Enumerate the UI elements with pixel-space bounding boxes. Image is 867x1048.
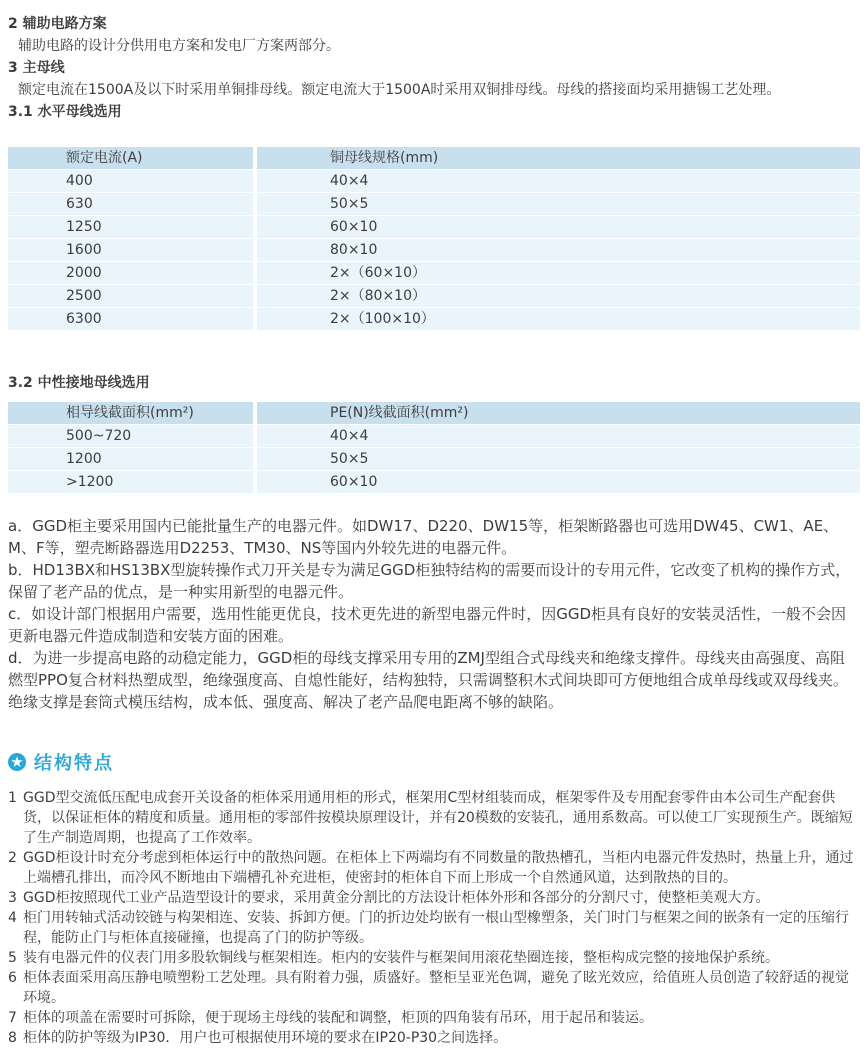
- feature-number: 1: [8, 790, 17, 806]
- feature-number: 3: [8, 890, 17, 906]
- table-row: [8, 193, 860, 215]
- feature-item: [8, 948, 859, 968]
- note-paragraph-c: c．如设计部门根据用户需要，选用性能更优良，技术更先进的新型电器元件时，因GGD柜具有良好的安装灵活性，一般不会因更新电器元件造成制造和安装方面的困难。: [8, 605, 847, 645]
- section-heading-horizontal-busbar: 3.1 水平母线选用: [8, 104, 122, 120]
- section-body-main-busbar: 额定电流在1500A及以下时采用单铜排母线。额定电流大于1500A时采用双铜排母线。母线的搭接面均采用搪锡工艺处理。: [18, 82, 781, 98]
- table-cell: 40×4: [257, 170, 860, 192]
- table-row: [8, 285, 860, 307]
- column-header-pen-conductor-area: PE(N)线截面积(mm²): [257, 402, 860, 424]
- section-heading-main-busbar: 3 主母线: [8, 60, 65, 76]
- section-heading-aux-circuit: 2 辅助电路方案: [8, 16, 107, 32]
- component-notes-block: [8, 515, 859, 713]
- note-paragraph-a: a．GGD柜主要采用国内已能批量生产的电器元件。如DW17、D220、DW15等，柜架断路器也可选用DW45、CW1、AE、M、F等，塑壳断路器选用D2253、TM30、NS等国内外较先进的电器元件。: [8, 517, 839, 557]
- table-row: [8, 471, 860, 493]
- table-cell: 630: [8, 193, 253, 215]
- feature-text: GGD柜按照现代工业产品造型设计的要求，采用黄金分割比的方法设计柜体外形和各部分的分割尺寸，使整柜美观大方。: [23, 890, 770, 906]
- table-cell: 2500: [8, 285, 253, 307]
- table-cell: 500~720: [8, 425, 253, 447]
- section-heading-neutral-busbar: 3.2 中性接地母线选用: [8, 375, 150, 391]
- feature-number: 2: [8, 850, 17, 866]
- feature-number: 5: [8, 950, 17, 966]
- table-header-row: [8, 147, 860, 169]
- table-row: [8, 216, 860, 238]
- note-paragraph-b: b．HD13BX和HS13BX型旋转操作式刀开关是专为满足GGD柜独特结构的需要而设计的专用元件，它改变了机构的操作方式，保留了老产品的优点，是一种实用新型的电器元件。: [8, 561, 851, 601]
- feature-number: 8: [8, 1030, 17, 1046]
- column-header-copper-busbar-spec: 铜母线规格(mm): [257, 147, 860, 169]
- table-row: [8, 425, 860, 447]
- feature-item: [8, 968, 859, 1008]
- table-row: [8, 170, 860, 192]
- table-cell: 2000: [8, 262, 253, 284]
- feature-number: 7: [8, 1010, 17, 1026]
- feature-text: GGD柜设计时充分考虑到柜体运行中的散热问题。在柜体上下两端均有不同数量的散热槽孔，当柜内电器元件发热时，热量上升，通过上端槽孔排出，而冷风不断地由下端槽孔补充进柜，使密封的柜体自下而上形成一个自然通风道，达到散热的目的。: [23, 850, 854, 886]
- table-cell: >1200: [8, 471, 253, 493]
- table-cell: 60×10: [257, 471, 860, 493]
- note-paragraph-d: d．为进一步提高电路的动稳定能力，GGD柜的母线支撑采用专用的ZMJ型组合式母线夹和绝缘支撑件。母线夹由高强度、高阻燃型PPO复合材料热塑成型，绝缘强度高、自熄性能好，结构独特，只需调整积木式间块即可方便地组合成单母线或双母线夹。绝缘支撑是套筒式模压结构，成本低、强度高、解决了老产品爬电距离不够的缺陷。: [8, 649, 848, 711]
- table-row: [8, 262, 860, 284]
- feature-number: 6: [8, 970, 17, 986]
- feature-text: 柜门用转轴式活动铰链与构架相连、安装、拆卸方便。门的折边处均嵌有一根山型橡塑条，关门时门与框架之间的嵌条有一定的压缩行程，能防止门与柜体直接碰撞，也提高了门的防护等级。: [23, 910, 849, 946]
- table-cell: 2×（100×10）: [257, 308, 860, 330]
- busbar-text-block: [8, 13, 859, 123]
- table-cell: 1250: [8, 216, 253, 238]
- table-cell: 40×4: [257, 425, 860, 447]
- table-cell: 2×（80×10）: [257, 285, 860, 307]
- section-body-aux-circuit: 辅助电路的设计分供用电方案和发电厂方案两部分。: [18, 38, 340, 54]
- table-cell: 1600: [8, 239, 253, 261]
- column-header-phase-conductor-area: 相导线截面积(mm²): [8, 402, 253, 424]
- table-cell: 2×（60×10）: [257, 262, 860, 284]
- table-cell: 50×5: [257, 448, 860, 470]
- neutral-busbar-table: [8, 402, 860, 493]
- feature-item: [8, 788, 859, 848]
- features-list: [8, 788, 859, 1048]
- features-heading-label: 结构特点: [34, 753, 114, 774]
- star-icon: [8, 753, 26, 771]
- column-header-rated-current: 额定电流(A): [8, 147, 253, 169]
- feature-text: GGD型交流低压配电成套开关设备的柜体采用通用柜的形式，框架用C型材组装而成，框架零件及专用配套零件由本公司生产配套供货，以保证柜体的精度和质量。通用柜的零部件按模块原理设计，并有20模数的安装孔，通用系数高。可以使工厂实现预生产。既缩短了生产制造周期，也提高了工作效率。: [23, 790, 853, 846]
- table-row: [8, 448, 860, 470]
- table-header-row: [8, 402, 860, 424]
- feature-text: 装有电器元件的仪表门用多股软铜线与框架相连。柜内的安装件与框架间用滚花垫圈连接，整柜构成完整的接地保护系统。: [23, 950, 779, 966]
- feature-item: [8, 908, 859, 948]
- table-cell: 400: [8, 170, 253, 192]
- table-row: [8, 308, 860, 330]
- feature-text: 柜体的项盖在需要时可拆除，便于现场主母线的装配和调整，柜顶的四角装有吊环，用于起吊和装运。: [23, 1010, 653, 1026]
- feature-item: [8, 1008, 859, 1028]
- table-row: [8, 239, 860, 261]
- feature-text: 柜体的防护等级为IP30．用户也可根据使用环境的要求在IP20-P30之间选择。: [23, 1030, 508, 1046]
- feature-item: [8, 848, 859, 888]
- table-cell: 80×10: [257, 239, 860, 261]
- feature-text: 柜体表面采用高压静电喷塑粉工艺处理。具有附着力强，质盛好。整柜呈亚光色调，避免了眩光效应，给值班人员创造了较舒适的视觉环境。: [23, 970, 849, 1006]
- table-cell: 1200: [8, 448, 253, 470]
- table-cell: 60×10: [257, 216, 860, 238]
- table-cell: 6300: [8, 308, 253, 330]
- feature-item: [8, 888, 859, 908]
- features-section-heading: [8, 749, 859, 775]
- horizontal-busbar-table: [8, 147, 860, 330]
- feature-number: 4: [8, 910, 17, 926]
- feature-item: [8, 1028, 859, 1048]
- table-cell: 50×5: [257, 193, 860, 215]
